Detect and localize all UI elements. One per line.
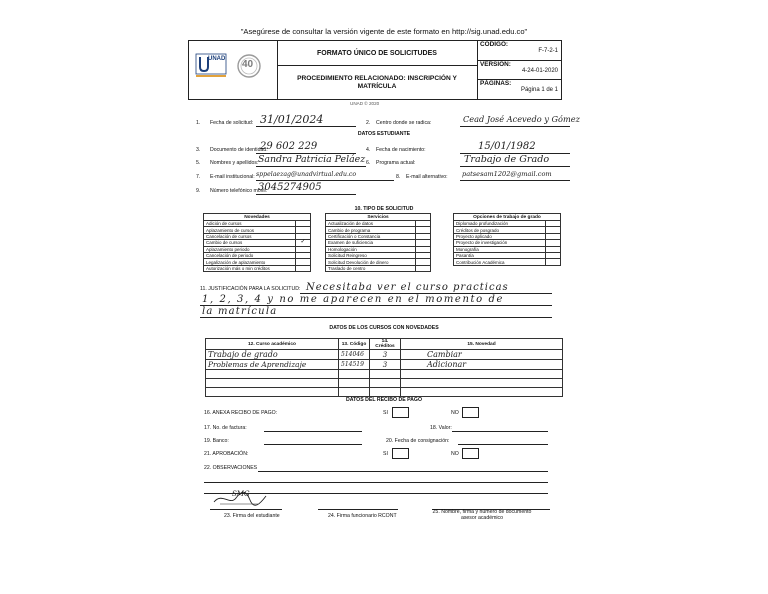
form-title: FORMATO ÚNICO DE SOLICITUDES <box>277 41 477 66</box>
course-cell <box>206 370 339 379</box>
alternative-email-value: patsesam1202@gmail.com <box>462 170 552 178</box>
news-cell <box>401 379 563 388</box>
option-label: Cancelación de cursos <box>204 233 296 239</box>
option-label: Diplomado profundización <box>454 221 546 227</box>
course-cell <box>206 388 339 397</box>
justification-label: 11. JUSTIFICACIÓN PARA LA SOLICITUD: <box>200 286 301 292</box>
deposit-date-label: 20. Fecha de consignación: <box>386 438 450 444</box>
code-value: F-7-2-1 <box>538 48 558 54</box>
option-label: Traslado de centro <box>326 265 416 271</box>
trabajo-grado-header: Opciones de trabajo de grado <box>454 214 561 221</box>
option-checkbox[interactable] <box>296 265 311 271</box>
request-type-title: 10. TIPO DE SOLICITUD <box>354 206 414 212</box>
advisor-signature-label: 25. Nombre, firma y número de documento asesor académico <box>432 509 532 521</box>
field-4-number: 4. <box>366 147 371 153</box>
pages-cell: PÁGINAS: Página 1 de 1 <box>478 80 561 99</box>
justification-line-1: Necesitaba ver el curso practicas <box>306 282 509 293</box>
si-checkbox[interactable] <box>392 407 409 418</box>
credits-cell <box>370 379 401 388</box>
no-label: NO <box>451 410 459 416</box>
courses-table <box>205 338 563 397</box>
field-4-label: Fecha de nacimiento: <box>376 147 426 153</box>
code-cell: 514046 <box>339 350 370 360</box>
no-checkbox[interactable] <box>462 407 479 418</box>
justification-line-2: 1, 2, 3, 4 y no me aparecen en el momento de <box>202 294 505 305</box>
option-label: Cancelación de periodo <box>204 252 296 258</box>
option-label: Legalización de aplazamiento <box>204 259 296 265</box>
servicios-header: Servicios <box>326 214 431 221</box>
credits-header: 14. Créditos <box>370 339 401 350</box>
news-header: 15. Novedad <box>401 339 563 350</box>
news-cell <box>401 370 563 379</box>
option-label: Proyecto aplicado <box>454 233 546 239</box>
field-7-number: 7. <box>196 174 201 180</box>
option-label: Homologación <box>326 246 416 252</box>
receipt-label: 16. ANEXA RECIBO DE PAGO: <box>204 410 278 416</box>
option-label: Créditos de posgrado <box>454 227 546 233</box>
form-header <box>188 40 562 100</box>
news-cell <box>401 388 563 397</box>
logo-area <box>189 41 278 99</box>
course-cell: Trabajo de grado <box>206 350 339 360</box>
field-3-number: 3. <box>196 147 201 153</box>
version-value: 4-24-01-2020 <box>521 68 558 74</box>
approval-no-checkbox[interactable] <box>462 448 479 459</box>
servicios-table <box>325 213 431 272</box>
option-label: Aplazamiento de cursos <box>204 227 296 233</box>
code-cell: 514519 <box>339 360 370 370</box>
birth-date-value: 15/01/1982 <box>478 141 536 152</box>
option-checkbox[interactable] <box>416 265 431 271</box>
approval-label: 21. APROBACIÓN: <box>204 451 249 457</box>
code-cell <box>339 388 370 397</box>
center-value: Cead José Acevedo y Gómez <box>463 114 580 124</box>
copyright: UNAD © 2020 <box>350 101 380 106</box>
course-header: 12. Curso académico <box>206 339 339 350</box>
option-label: Cambio de programa <box>326 227 416 233</box>
code-header: 13. Código <box>339 339 370 350</box>
field-6-number: 6. <box>366 160 371 166</box>
institutional-email-value: sppelaezag@unadvirtual.edu.co <box>256 171 357 178</box>
credits-cell <box>370 370 401 379</box>
option-label: Certificación o Constancia <box>326 233 416 239</box>
field-3-label: Documento de identidad: <box>210 147 268 153</box>
pages-value: Página 1 de 1 <box>520 87 558 93</box>
credits-cell: 3 <box>370 350 401 360</box>
code-cell: CÓDIGO: F-7-2-1 <box>478 41 561 61</box>
trabajo-grado-table <box>453 213 561 266</box>
full-name-value: Sandra Patricia Peláez <box>258 154 366 165</box>
option-label: Solicitud Reingreso <box>326 252 416 258</box>
justification-line-3: la matrícula <box>202 306 278 317</box>
student-signature <box>210 486 270 508</box>
course-cell <box>206 379 339 388</box>
field-6-label: Programa actual: <box>376 160 416 166</box>
field-8-number: 8. <box>396 174 401 180</box>
request-date-value: 31/01/2024 <box>260 113 324 126</box>
mobile-phone-value: 3045274905 <box>258 182 322 193</box>
id-document-value: 29 602 229 <box>260 141 318 152</box>
option-label: Pasantía <box>454 252 546 258</box>
credits-cell <box>370 388 401 397</box>
field-2-label: Centro donde se radica: <box>376 120 432 126</box>
version-notice: "Asegúrese de consultar la versión vigente de este formato en http://sig.unad.edu.co" <box>240 27 528 36</box>
novedades-header: Novedades <box>204 214 311 221</box>
staff-signature-label: 24. Firma funcionario RCONT <box>328 513 397 519</box>
option-label: Contribución Académica <box>454 259 546 265</box>
procedure-title: PROCEDIMIENTO RELACIONADO: INSCRIPCIÓN Y MATRÍCULA <box>297 74 457 90</box>
option-label: Autorización más o min créditos <box>204 265 296 271</box>
field-5-label: Nombres y apellidos: <box>210 160 259 166</box>
signature-initials: SMG <box>232 490 250 498</box>
anniversary-logo <box>235 53 265 79</box>
option-label: Cambio de cursos <box>204 240 296 246</box>
course-cell: Problemas de Aprendizaje <box>206 360 339 370</box>
novedades-table <box>203 213 311 272</box>
approval-no-label: NO <box>451 451 459 457</box>
unad-logo <box>194 51 232 81</box>
observations-label: 22. OBSERVACIONES <box>204 465 258 471</box>
option-checkbox-checked[interactable]: ✓ <box>296 240 311 246</box>
field-1-label: Fecha de solicitud: <box>210 120 254 126</box>
credits-cell: 3 <box>370 360 401 370</box>
option-label: Adición de cursos <box>204 221 296 227</box>
option-label: Proyecto de investigación <box>454 240 546 246</box>
code-cell <box>339 379 370 388</box>
invoice-label: 17. No. de factura: <box>204 425 247 431</box>
option-checkbox[interactable] <box>546 259 561 265</box>
field-7-label: E-mail institucional: <box>210 174 255 180</box>
option-label: Solicitud Devolución de dinero <box>326 259 416 265</box>
bank-label: 19. Banco: <box>204 438 229 444</box>
field-2-number: 2. <box>366 120 371 126</box>
field-9-number: 9. <box>196 188 201 194</box>
option-label: Aplazamiento periodo <box>204 246 296 252</box>
approval-si-checkbox[interactable] <box>392 448 409 459</box>
logo-text: UNAD <box>208 56 226 62</box>
courses-title: DATOS DE LOS CURSOS CON NOVEDADES <box>329 325 439 331</box>
code-cell <box>339 370 370 379</box>
si-label: SI <box>383 410 388 416</box>
student-signature-label: 23. Firma del estudiante <box>224 513 280 519</box>
student-section-title: DATOS ESTUDIANTE <box>357 131 411 137</box>
option-label: Examen de suficiencia <box>326 240 416 246</box>
news-cell: Cambiar <box>401 350 563 360</box>
option-label: Actualización de datos <box>326 221 416 227</box>
field-8-label: E-mail alternativo: <box>406 174 448 180</box>
payment-title: DATOS DEL RECIBO DE PAGO <box>346 397 422 403</box>
news-cell: Adicionar <box>401 360 563 370</box>
program-value: Trabajo de Grado <box>464 154 550 165</box>
field-5-number: 5. <box>196 160 201 166</box>
option-label: Monografía <box>454 246 546 252</box>
anniversary-number: 40 <box>242 59 254 70</box>
value-label: 18. Valor: <box>430 425 452 431</box>
version-cell: VERSIÓN: 4-24-01-2020 <box>478 61 561 80</box>
approval-si-label: SI <box>383 451 388 457</box>
field-9-label: Número telefónico móvil: <box>210 188 268 194</box>
field-1-number: 1. <box>196 120 201 126</box>
